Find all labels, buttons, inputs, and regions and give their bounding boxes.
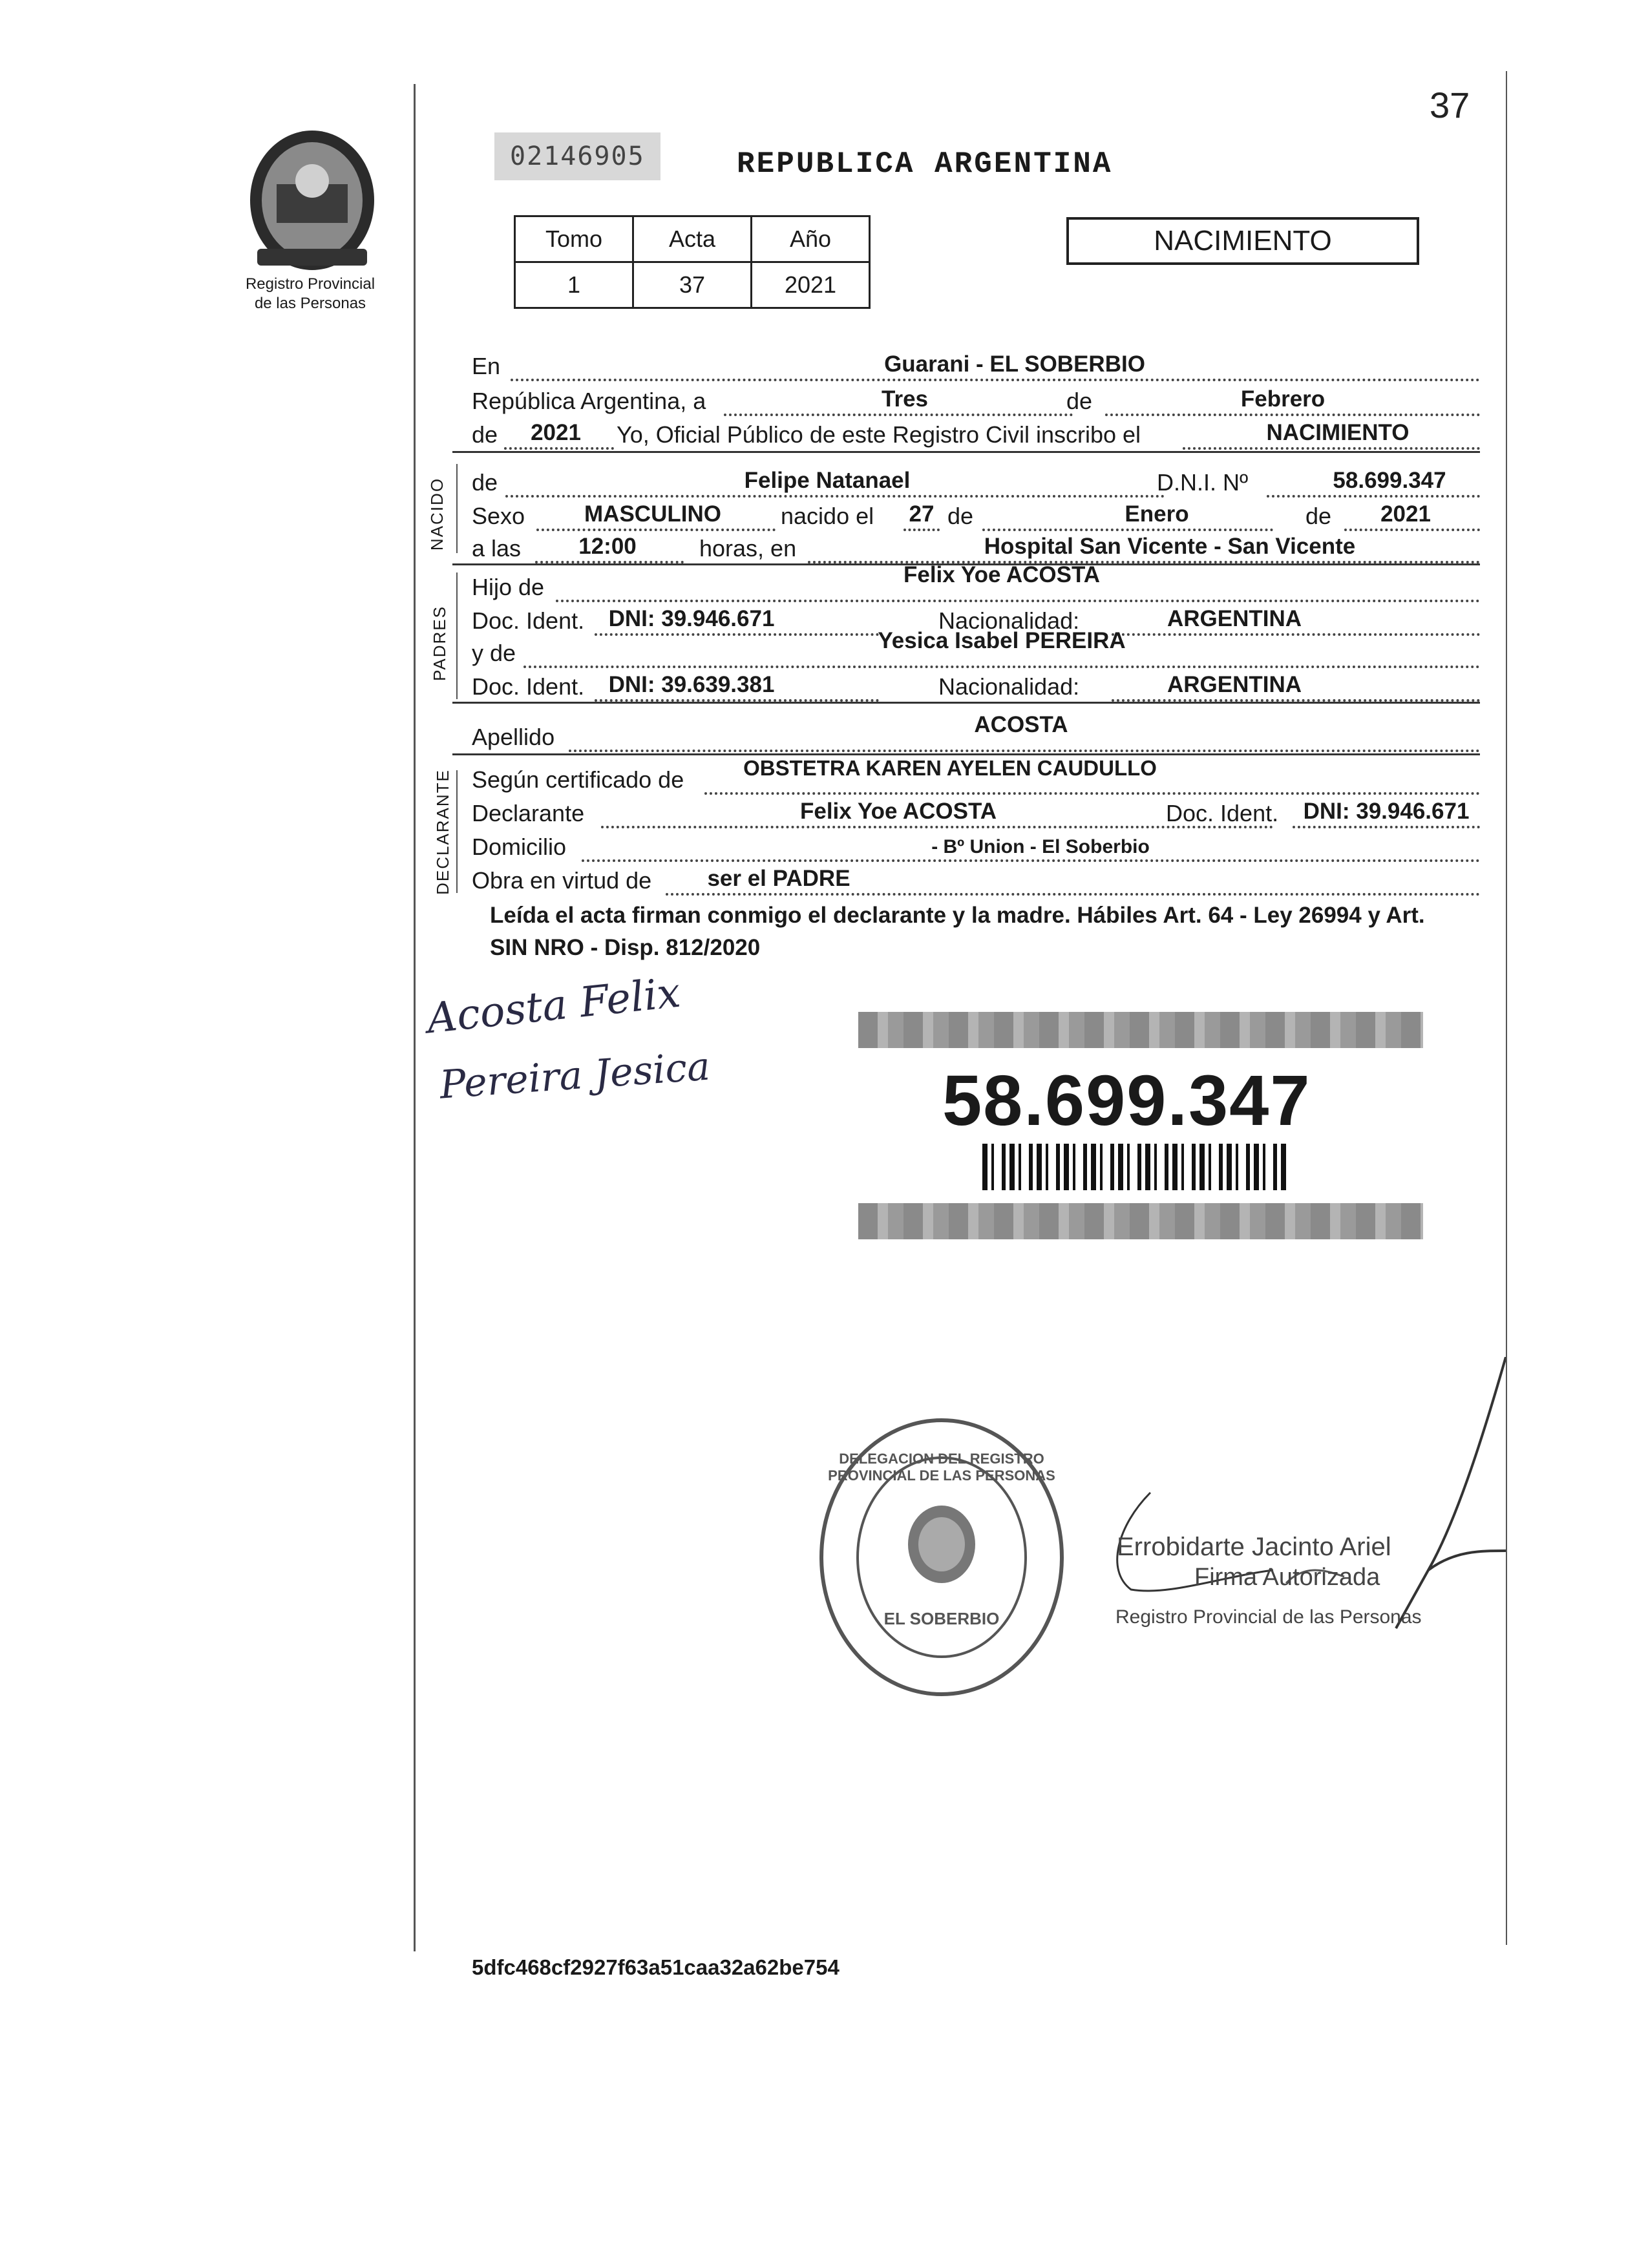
- security-band-top: [858, 1012, 1423, 1048]
- tomo-acta-anio-table: [514, 215, 871, 309]
- birth-year: 2021: [1380, 501, 1431, 527]
- row-surname: [472, 712, 1480, 752]
- dom-label: Domicilio: [472, 834, 567, 860]
- acta-label: Acta: [633, 216, 752, 262]
- birth-place: Hospital San Vicente - San Vicente: [984, 534, 1356, 559]
- dotted-line: [704, 786, 1480, 795]
- decl-label: Declarante: [472, 800, 585, 826]
- mother-name: Yesica Isabel PEREIRA: [878, 628, 1126, 653]
- nac-label: Nacionalidad:: [938, 673, 1080, 700]
- row-certificate: [472, 756, 1480, 795]
- de-label: de: [1305, 503, 1332, 529]
- closing-statement: Leída el acta firman conmigo el declarante y la madre. Hábiles Art. 64 - Ley 26994 y Art. SIN NRO - Disp. 812/2020: [490, 903, 1425, 960]
- father-nationality: ARGENTINA: [1167, 606, 1302, 631]
- doc-label: Doc. Ident.: [1166, 800, 1279, 826]
- de2-label: de: [472, 421, 498, 448]
- yde-label: y de: [472, 640, 516, 666]
- right-margin-line: [1506, 71, 1507, 1945]
- official-seal: [816, 1415, 1068, 1699]
- official-role: Firma Autorizada: [1194, 1564, 1380, 1591]
- row-domicile: [472, 830, 1480, 862]
- father-doc: DNI: 39.946.671: [608, 606, 775, 631]
- child-name: Felipe Natanael: [744, 468, 911, 493]
- en-label: En: [472, 353, 501, 379]
- registry-line-1: Registro Provincial: [245, 275, 375, 293]
- seal-inner-text: EL SOBERBIO: [883, 1609, 1000, 1628]
- father-name: Felix Yoe ACOSTA: [903, 562, 1101, 587]
- registry-caption: [223, 275, 397, 313]
- nac-label: Nacionalidad:: [938, 607, 1080, 634]
- barcode: [982, 1144, 1287, 1190]
- place-value: Guarani - EL SOBERBIO: [884, 352, 1145, 377]
- cert-label: Según certificado de: [472, 766, 684, 793]
- left-margin-line: [414, 84, 416, 1951]
- capacity-value: ser el PADRE: [707, 866, 850, 891]
- doc-label: Doc. Ident.: [472, 673, 585, 700]
- act-type-box: NACIMIENTO: [1066, 217, 1419, 265]
- birth-day: 27: [909, 501, 935, 527]
- mother-signature: Pereira Jesica: [438, 1044, 712, 1108]
- dotted-line: [523, 659, 1480, 668]
- padres-section-label: PADRES: [430, 605, 449, 681]
- separator: [452, 451, 1480, 453]
- declarant-name: Felix Yoe ACOSTA: [799, 799, 997, 824]
- document-hash: 5dfc468cf2927f63a51caa32a62be754: [472, 1955, 840, 1979]
- declarant-doc: DNI: 39.946.671: [1303, 799, 1470, 824]
- anio-label: Año: [752, 216, 870, 262]
- apellido-label: Apellido: [472, 724, 555, 750]
- mother-nationality: ARGENTINA: [1167, 672, 1302, 697]
- section-bar: [456, 572, 458, 699]
- separator: [452, 702, 1480, 704]
- seal-outer-text: DELEGACION DEL REGISTRO PROVINCIAL DE LAS PERSONAS: [828, 1451, 1055, 1484]
- year-value: 2021: [531, 420, 581, 445]
- document-title: REPUBLICA ARGENTINA: [737, 147, 1113, 181]
- sexo-label: Sexo: [472, 503, 525, 529]
- obra-label: Obra en virtud de: [472, 867, 652, 894]
- row-capacity: [472, 863, 1480, 896]
- separator: [452, 753, 1480, 755]
- inscribe-value: NACIMIENTO: [1266, 420, 1410, 445]
- de-label: de: [1066, 388, 1093, 414]
- doc-label: Doc. Ident.: [472, 607, 585, 634]
- tomo-label: Tomo: [515, 216, 633, 262]
- acta-value: 37: [633, 262, 752, 308]
- row-declarant: [472, 796, 1480, 828]
- section-bar: [456, 464, 458, 553]
- misiones-logo: [244, 126, 380, 275]
- de-name-label: de: [472, 469, 498, 496]
- page-number: 37: [1430, 85, 1470, 125]
- cert-value: OBSTETRA KAREN AYELEN CAUDULLO: [743, 756, 1157, 780]
- alas-label: a las: [472, 535, 522, 562]
- birth-hour: 12:00: [578, 534, 637, 559]
- security-band-bottom: [858, 1203, 1423, 1239]
- tomo-value: 1: [515, 262, 633, 308]
- official-name: Errobidarte Jacinto Ariel: [1117, 1533, 1391, 1561]
- row-date: [472, 384, 1480, 416]
- surname-value: ACOSTA: [974, 712, 1068, 737]
- form-number-stamp: 02146905: [494, 132, 660, 180]
- registry-line-2: de las Personas: [254, 295, 366, 312]
- row-sex-birth: [472, 499, 1480, 531]
- row-mother: [472, 628, 1480, 668]
- father-signature: Acosta Felix: [425, 969, 683, 1044]
- horas-label: horas, en: [699, 535, 797, 562]
- row-place: [472, 349, 1480, 381]
- dni-label: D.N.I. Nº: [1157, 469, 1249, 496]
- de-label: de: [947, 503, 974, 529]
- domicile-value: - Bº Union - El Soberbio: [931, 836, 1150, 857]
- yo-label: Yo, Oficial Público de este Registro Civil inscribo el: [617, 421, 1141, 448]
- section-bar: [456, 770, 458, 893]
- sexo-value: MASCULINO: [584, 501, 721, 527]
- dni-large-number: 58.699.347: [942, 1061, 1311, 1140]
- row-name: [472, 465, 1480, 498]
- nacido-label: nacido el: [781, 503, 874, 529]
- mother-doc: DNI: 39.639.381: [608, 672, 775, 697]
- row-father: [472, 562, 1480, 602]
- dotted-line: [569, 743, 1480, 752]
- nacido-section-label: NACIDO: [427, 477, 447, 551]
- official-org: Registro Provincial de las Personas: [1115, 1606, 1422, 1628]
- child-dni: 58.699.347: [1333, 468, 1446, 493]
- anio-value: 2021: [752, 262, 870, 308]
- row-year: [472, 417, 1480, 450]
- row-time-place: [472, 531, 1480, 563]
- day-value: Tres: [882, 386, 928, 412]
- birth-month: Enero: [1125, 501, 1189, 527]
- hijo-label: Hijo de: [472, 574, 545, 600]
- dotted-line: [556, 593, 1480, 602]
- row-mother-doc: [472, 669, 1480, 702]
- rep-label: República Argentina, a: [472, 388, 706, 414]
- month-value: Febrero: [1240, 386, 1326, 412]
- declarante-section-label: DECLARANTE: [432, 769, 452, 895]
